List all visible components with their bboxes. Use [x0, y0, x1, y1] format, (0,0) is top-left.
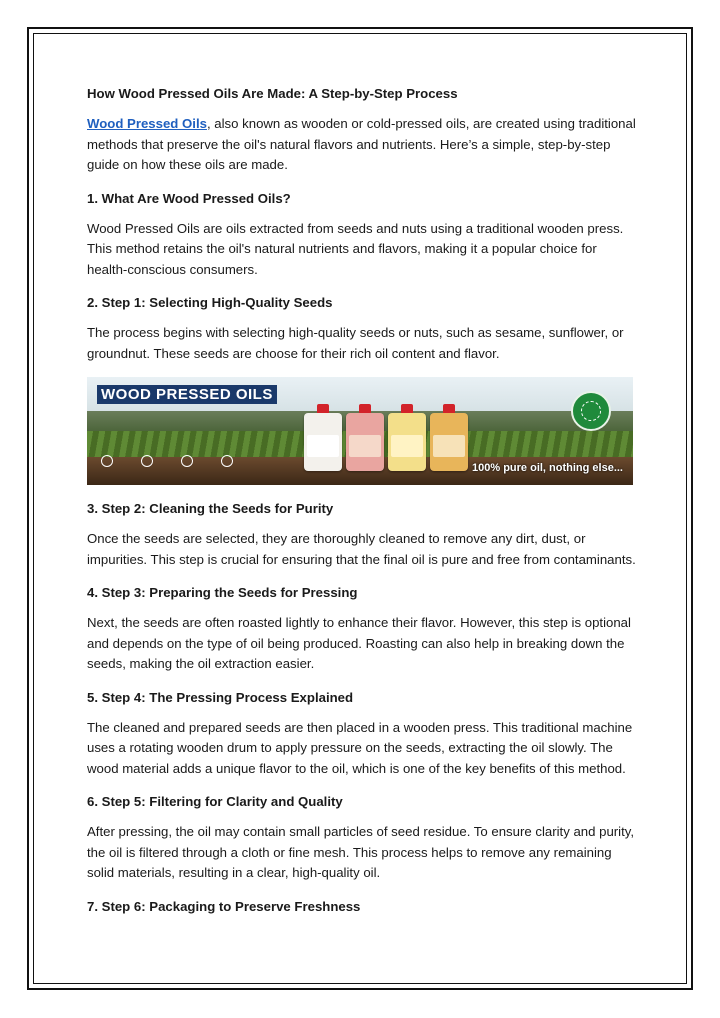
section-body-2: The process begins with selecting high-quality seeds or nuts, such as sesame, sunflower, or groundnut. These seeds are choose for their rich oil content and flavor.	[87, 325, 624, 361]
section-heading-5: 5. Step 4: The Pressing Process Explained	[87, 689, 354, 705]
banner-tagline: 100% pure oil, nothing else...	[472, 461, 623, 474]
section-heading-1: 1. What Are Wood Pressed Oils?	[87, 190, 291, 206]
section-heading-6: 6. Step 5: Filtering for Clarity and Quality	[87, 794, 343, 809]
intro-paragraph	[87, 114, 639, 176]
document-title: How Wood Pressed Oils Are Made: A Step-by-Step Process	[87, 86, 458, 101]
quality-seal-icon	[571, 391, 611, 431]
section-heading-7: 7. Step 6: Packaging to Preserve Freshness	[87, 898, 361, 914]
banner-feature-icons	[101, 453, 291, 475]
section-body-6: After pressing, the oil may contain small particles of seed residue. To ensure clarity and purity, the oil is filtered through a cloth or fine mesh. This process helps to remove any remaining solid materials, resulting in a clear, high-quality oil.	[87, 824, 635, 880]
section-body-4: Next, the seeds are often roasted lightly to enhance their flavor. However, this step is optional and depends on the type of oil being produced. Roasting can also help in breaking down the seeds, making the oil extraction easier.	[87, 615, 631, 671]
intro-text: , also known as wooden or cold-pressed oils, are created using traditional methods that preserve the oil's natural flavors and nutrients. Here’s a simple, step-by-step guide on how these oils are made.	[87, 116, 636, 172]
groundnut-oil-bottle	[346, 413, 384, 471]
leaf-icon	[181, 455, 193, 467]
section-heading-4: 4. Step 3: Preparing the Seeds for Pressing	[87, 585, 358, 600]
funnel-icon	[141, 455, 153, 467]
section-heading-2: 2. Step 1: Selecting High-Quality Seeds	[87, 295, 333, 310]
wood-pressed-oils-banner	[87, 377, 633, 485]
coconut-oil-bottle	[304, 413, 342, 471]
document-body	[87, 84, 639, 927]
section-body-5: The cleaned and prepared seeds are then placed in a wooden press. This traditional machine uses a rotating wooden drum to apply pressure on the seeds, extracting the oil slowly. The wood material adds a unique flavor to the oil, which is one of the key benefits of this method.	[87, 719, 633, 776]
section-body-3: Once the seeds are selected, they are thoroughly cleaned to remove any dirt, dust, or impurities. This step is crucial for ensuring that the final oil is pure and free from contaminants.	[87, 531, 636, 567]
section-body-1: Wood Pressed Oils are oils extracted from seeds and nuts using a traditional wooden press. This method retains the oil's natural nutrients and flavors, making it a popular choice for health-conscious consumers.	[87, 220, 624, 277]
banner-title: WOOD PRESSED OILS	[97, 385, 277, 406]
wood-pressed-oils-link[interactable]: Wood Pressed Oils	[87, 116, 207, 131]
section-heading-3: 3. Step 2: Cleaning the Seeds for Purity	[87, 501, 334, 516]
mortar-icon	[101, 455, 113, 467]
sesame-oil-bottle	[388, 413, 426, 471]
mustard-oil-bottle	[430, 413, 468, 471]
pestle-icon	[221, 455, 233, 467]
